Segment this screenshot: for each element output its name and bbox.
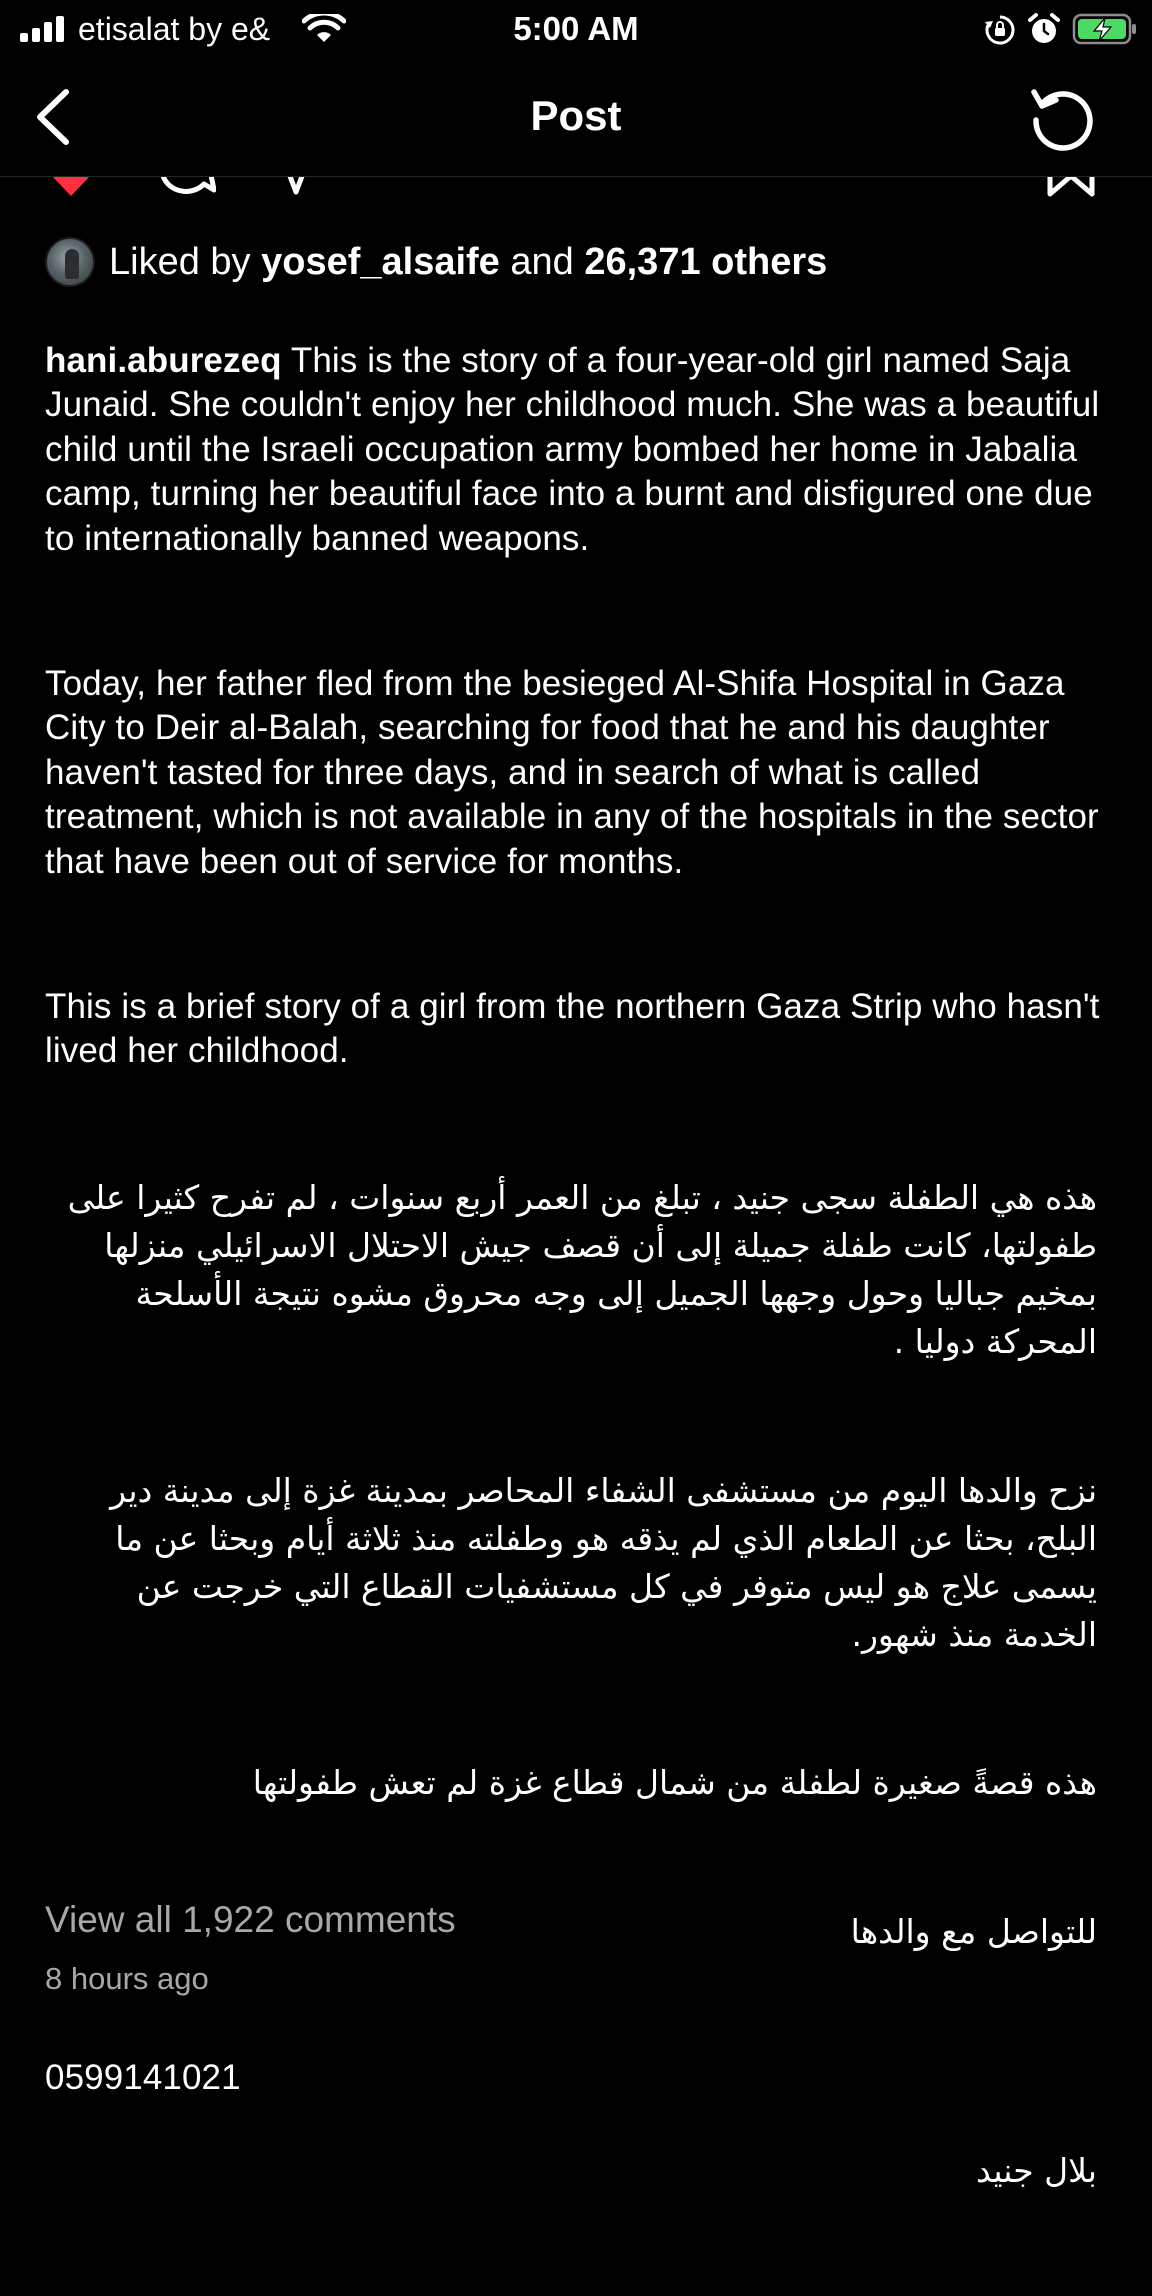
refresh-icon[interactable] — [1028, 82, 1098, 152]
post-action-row — [0, 176, 1152, 200]
caption-paragraph-ar-3: هذه قصةً صغيرة لطفلة من شمال قطاع غزة لم تعش طفولتها — [252, 1763, 1097, 1802]
caption-paragraph-ar-2: نزح والدها اليوم من مستشفى الشفاء المحاصر بمدينة غزة إلى مدينة دير البلح، بحثا عن الطعام الذي لم يذقه هو وطفلته منذ ثلاثة أيام وبحثا عن ما يسمى علاج هو ليس متوفر في كل مستشفيات القطاع التي خرجت عن الخدمة منذ شهور. — [110, 1470, 1097, 1654]
likes-prefix: Liked by — [109, 241, 251, 283]
liker-avatar[interactable] — [45, 237, 95, 287]
post-timestamp: 8 hours ago — [45, 1961, 209, 1996]
status-bar — [0, 0, 1152, 58]
battery-charging-icon — [1072, 12, 1138, 46]
top-navigation-bar — [0, 58, 1152, 177]
caption-paragraph-en-1 — [45, 339, 1115, 562]
page-title: Post — [530, 92, 622, 139]
share-paper-plane-icon[interactable] — [276, 176, 316, 196]
view-all-comments-link[interactable]: View all 1,922 comments — [45, 1899, 456, 1940]
caption-phone-number[interactable]: 0599141021 — [45, 2058, 241, 2097]
caption-father-name: بلال جنيد — [976, 2151, 1097, 2190]
comment-bubble-icon[interactable] — [152, 176, 216, 196]
caption-paragraph-en-2: Today, her father fled from the besieged Al-Shifa Hospital in Gaza City to Deir al-Balah, searching for food that he and his daughter haven't tasted for three days, and in search of what is called treatment, which is not available in any of the hospitals in the sector that have been out of service for months. — [45, 663, 1099, 881]
caption-text-en-1: This is the story of a four-year-old girl named Saja Junaid. She couldn't enjoy her childhood much. She was a beautiful child until the Israeli occupation army bombed her home in Jabalia camp, turning her beautiful face into a burnt and disfigured one due to internationally banned weapons. — [45, 340, 1100, 558]
author-username[interactable]: hani.aburezeq — [45, 340, 282, 380]
like-heart-icon[interactable] — [48, 176, 94, 198]
liker-username[interactable]: yosef_alsaife — [261, 241, 500, 283]
save-bookmark-icon[interactable] — [1044, 176, 1098, 198]
orientation-lock-icon — [984, 14, 1016, 46]
caption-paragraph-en-3: This is a brief story of a girl from the northern Gaza Strip who hasn't lived her childhood. — [45, 986, 1100, 1070]
alarm-icon — [1027, 12, 1061, 46]
caption-contact-line: للتواصل مع والدها — [850, 1911, 1097, 1951]
likes-count[interactable]: 26,371 others — [584, 241, 828, 283]
likes-summary[interactable] — [45, 234, 827, 290]
likes-text — [109, 236, 827, 288]
carrier-name: etisalat by e& — [78, 11, 271, 47]
caption-paragraph-ar-1: هذه هي الطفلة سجى جنيد ، تبلغ من العمر أربع سنوات ، لم تفرح كثيرا على طفولتها، كانت طفلة جميلة إلى أن قصف جيش الاحتلال الاسرائيلي منزلها بمخيم جباليا وحول وجهها الجميل إلى وجه محروق مشوه نتيجة الأسلحة المحركة دوليا . — [67, 1178, 1097, 1361]
likes-connector: and — [510, 241, 574, 283]
status-time: 5:00 AM — [513, 10, 639, 47]
